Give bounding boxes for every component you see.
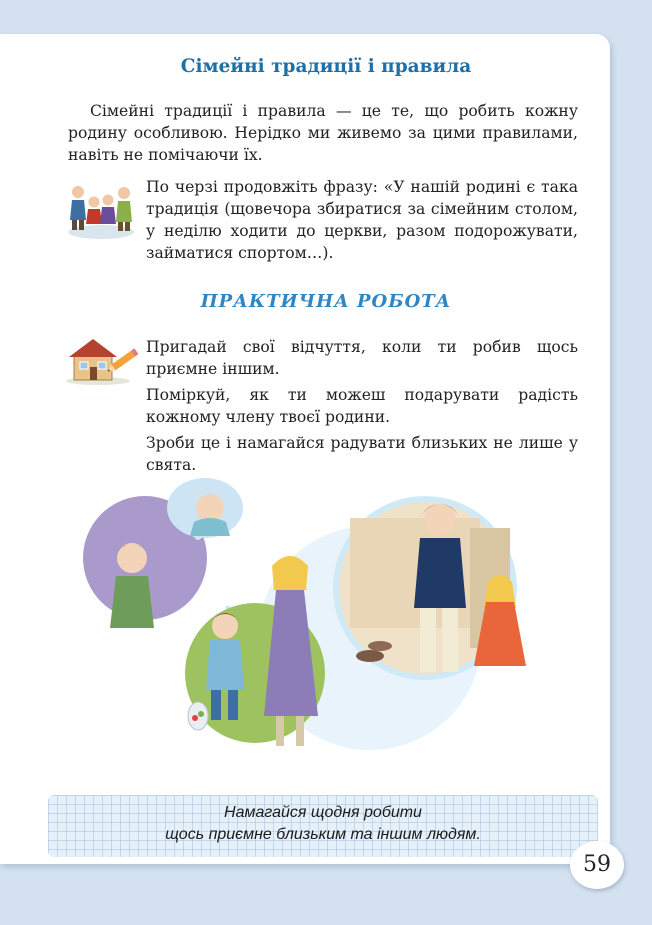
page-number: 59 [570, 841, 624, 889]
section-heading: ПРАКТИЧНА РОБОТА [200, 291, 452, 312]
group-task-paragraph: По черзі продовжіть фразу: «У нашій родині є така традиція (щовечора збиратися за сімейним столом, у неділю ходити до церкви, разом подорожувати, займатися спортом…). [146, 178, 578, 262]
intro-paragraph: Сімейні традиції і правила — це те, що робить кожну родину особливою. Нерідко ми живемо за цими правилами, навіть не помічаючи їх. [68, 102, 578, 164]
reminder-text [48, 802, 598, 846]
house-pencil-icon [64, 334, 138, 386]
page-title: Сімейні традиції і правила [180, 56, 472, 77]
practical-task-3: Зроби це і намагайся радувати близьких не лише у свята. [146, 434, 578, 474]
reminder-line-2: щось приємне близьким та іншим людям. [165, 826, 481, 843]
practical-task-2: Поміркуй, як ти можеш подарувати радість кожному члену твоєї родини. [146, 386, 578, 426]
reminder-line-1: Намагайся щодня робити [224, 804, 422, 821]
family-illustration [80, 478, 570, 774]
practical-task-1: Пригадай свої відчуття, коли ти робив щось приємне іншим. [146, 338, 578, 378]
children-group-icon [64, 178, 138, 240]
